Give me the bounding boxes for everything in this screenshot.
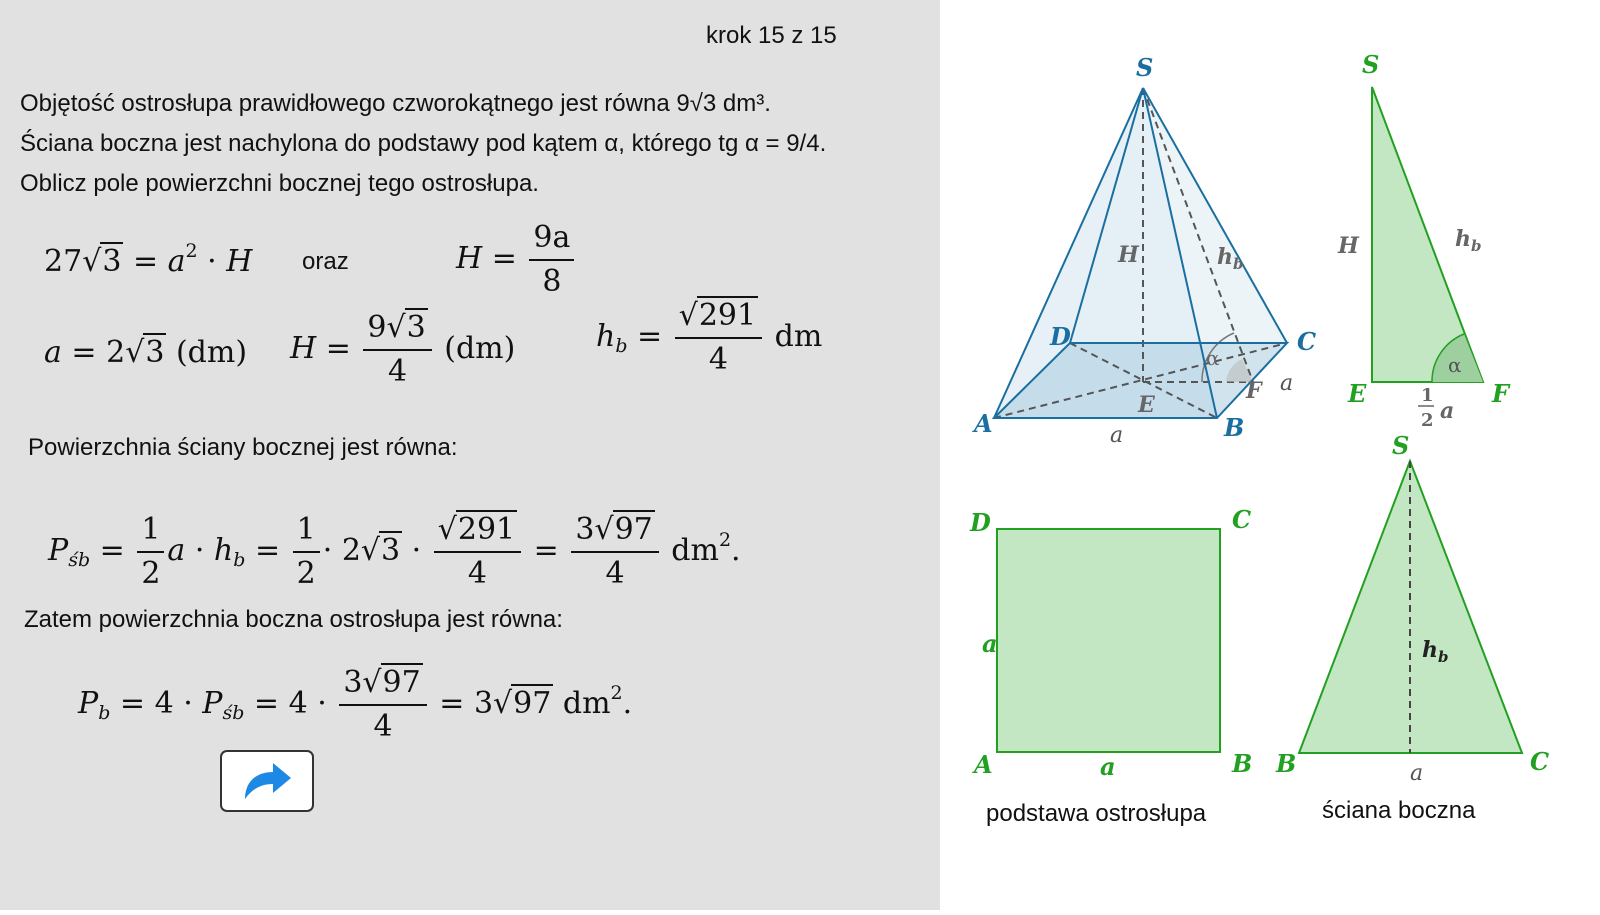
pyramid-angle-alpha: α xyxy=(1206,346,1220,370)
height-equation: H = $\frac{9a}{8}$ xyxy=(456,220,577,300)
triangle-label-f: F xyxy=(1492,379,1510,408)
face-label-hb: $h_b$ xyxy=(1422,637,1449,666)
triangle-half-a: a xyxy=(1440,398,1455,424)
triangle-label-e: E xyxy=(1348,379,1367,408)
triangle-angle-alpha: α xyxy=(1448,353,1462,377)
problem-line-1: Objętość ostrosłupa prawidłowego czworokątnego jest równa 9√3 dm³. xyxy=(20,90,771,117)
pyramid-figure xyxy=(972,53,1316,448)
face-label-c: C xyxy=(1530,747,1550,776)
base-label-c: C xyxy=(1232,505,1252,534)
slant-height-equation: $h_b$ = $\frac{√291}{4}$ dm xyxy=(596,298,823,377)
redo-button[interactable] xyxy=(220,750,314,812)
pyramid-side-a-bottom: a xyxy=(1110,423,1124,448)
lateral-face-triangle xyxy=(1275,431,1549,786)
face-base-a: a xyxy=(1410,761,1424,786)
volume-equation: $27√3 = a^2 \cdot H$ xyxy=(44,240,253,279)
pyramid-label-c: C xyxy=(1297,327,1317,356)
face-area-equation: $P_{śb}$ = $\frac{1}{2}$ $a \cdot h_b$ = $\frac{1}{2}$ · 2√3 · $\frac{√291}{4}$ = $\frac{3√97}{4}$ $dm^2$. xyxy=(48,512,741,591)
triangle-half-num: 1 xyxy=(1421,385,1434,406)
base-label-a: A xyxy=(974,750,993,779)
pyramid-label-h: H xyxy=(1118,242,1139,268)
triangle-label-s: S xyxy=(1362,50,1380,79)
redo-arrow-icon xyxy=(239,759,295,803)
pyramid-label-d: D xyxy=(1050,322,1071,351)
face-caption: ściana boczna xyxy=(1322,797,1476,824)
triangle-label-hb: $h_b$ xyxy=(1455,226,1482,255)
height-value-equation: H = $\frac{9√3}{4}$ (dm) xyxy=(290,310,516,389)
problem-line-2: Ściana boczna jest nachylona do podstawy pod kątem α, którego tg α = 9/4. xyxy=(20,130,827,157)
base-caption: podstawa ostrosłupa xyxy=(986,800,1207,827)
pyramid-side-a-right: a xyxy=(1280,371,1294,396)
triangle-label-h: H xyxy=(1338,233,1359,259)
cross-section-triangle xyxy=(1337,50,1511,431)
triangle-half-den: 2 xyxy=(1421,410,1434,431)
face-area-text: Powierzchnia ściany bocznej jest równa: xyxy=(28,434,458,461)
diagram-panel xyxy=(940,0,1600,910)
face-label-b: B xyxy=(1276,749,1297,778)
base-side-bottom: a xyxy=(1100,752,1116,781)
pyramid-label-s: S xyxy=(1136,53,1154,82)
problem-line-3: Oblicz pole powierzchni bocznej tego ostrosłupa. xyxy=(20,170,539,197)
oraz-text: oraz xyxy=(302,248,349,275)
pyramid-label-a: A xyxy=(974,409,993,438)
base-square xyxy=(969,505,1252,781)
base-label-d: D xyxy=(970,508,991,537)
step-indicator: krok 15 z 15 xyxy=(706,22,837,49)
pyramid-label-e: E xyxy=(1138,392,1155,418)
lateral-area-equation: $P_b = 4 \cdot P_{śb} = 4$ · $\frac{3√97}{4}$ = 3√97 $dm^2$. xyxy=(78,665,633,744)
base-label-b: B xyxy=(1232,749,1253,778)
base-side-left: a xyxy=(982,629,998,658)
side-equation: a = 2√3 (dm) xyxy=(44,335,248,370)
pyramid-label-b: B xyxy=(1224,413,1245,442)
problem-statement xyxy=(20,84,826,204)
lateral-area-text: Zatem powierzchnia boczna ostrosłupa jest równa: xyxy=(24,606,563,633)
face-label-s: S xyxy=(1392,431,1410,460)
geometry-diagram xyxy=(940,0,1600,910)
pyramid-label-hb: $h_b$ xyxy=(1217,244,1244,273)
pyramid-label-f: F xyxy=(1246,378,1262,404)
